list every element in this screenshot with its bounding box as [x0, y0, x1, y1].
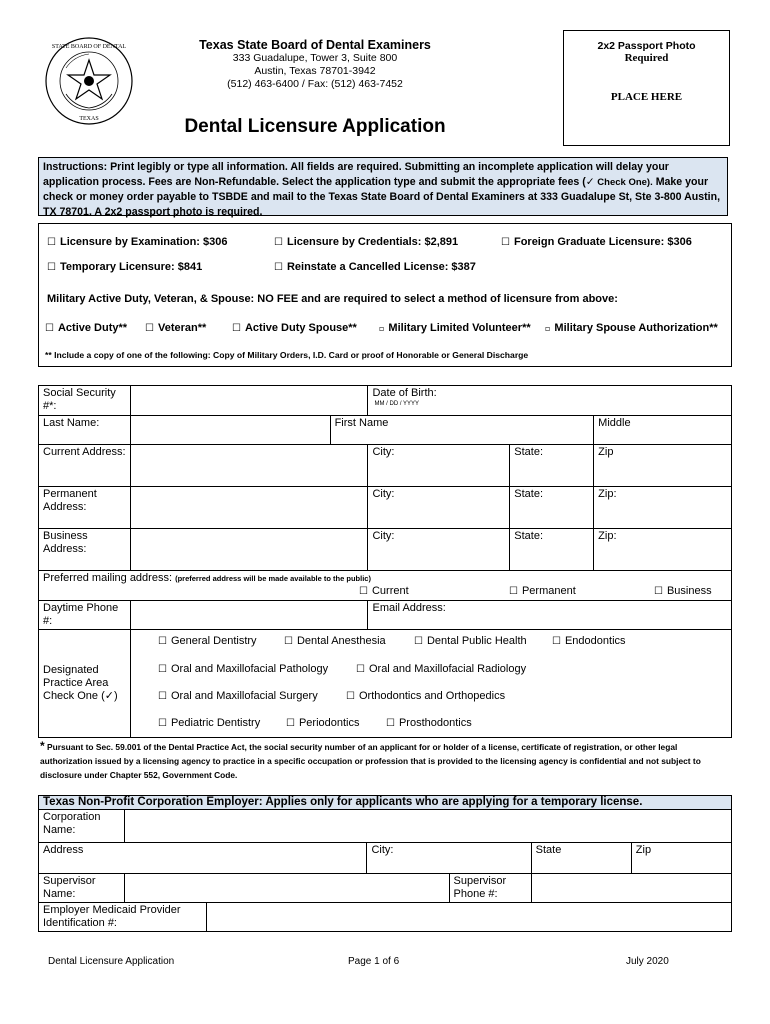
- checkbox-icon[interactable]: ☐: [386, 718, 395, 729]
- preferred-label: Preferred mailing address:: [43, 572, 173, 584]
- checkbox-icon[interactable]: ☐: [158, 664, 167, 675]
- business-state-field[interactable]: [510, 529, 594, 571]
- practice-area-option[interactable]: [284, 635, 386, 647]
- option-spouse-authorization[interactable]: [545, 322, 718, 334]
- state-label: State:: [514, 488, 544, 500]
- supervisor-name-input[interactable]: [125, 874, 449, 903]
- state-seal-logo: [44, 36, 134, 126]
- city-label: City:: [372, 488, 395, 500]
- option-spouse-label: Active Duty Spouse**: [244, 322, 357, 334]
- last-name-label: Last Name:: [39, 416, 131, 445]
- option-credentials-label: Licensure by Credentials: $2,891: [286, 236, 459, 248]
- current-address-label: Current Address:: [39, 445, 131, 487]
- practice-area-option[interactable]: [158, 663, 328, 675]
- medicaid-id-input[interactable]: [207, 903, 732, 932]
- ssn-confidentiality-note: [40, 739, 730, 782]
- dob-hint: MM / DD / YYYY: [374, 401, 420, 407]
- permanent-state-field[interactable]: [510, 487, 594, 529]
- checkbox-icon[interactable]: ☐: [501, 237, 510, 248]
- board-name: Texas State Board of Dental Examiners: [199, 38, 431, 52]
- license-type-section: [38, 223, 732, 367]
- option-temporary[interactable]: [47, 261, 202, 273]
- instructions-text-b: Make your check or money order payable to TSBDE and mail to the Texas State Board of Dental Examiners at 333 Guadalupe St, Ste 3-800 Austin, TX 78701. A 2x2 passport photo is required.: [43, 175, 721, 218]
- practice-area-option[interactable]: [414, 635, 527, 647]
- option-veteran[interactable]: [145, 322, 206, 334]
- email-label: Email Address:: [372, 602, 446, 614]
- photo-place-here: PLACE HERE: [610, 91, 683, 103]
- option-foreign-label: Foreign Graduate Licensure: $306: [513, 236, 692, 248]
- checkbox-icon[interactable]: ☐: [274, 237, 283, 248]
- checkbox-icon[interactable]: ☐: [232, 323, 241, 334]
- city-label: City:: [372, 446, 395, 458]
- practice-area-option[interactable]: [346, 690, 505, 702]
- corporation-name-input[interactable]: [125, 810, 732, 843]
- practice-area-label: Dental Public Health: [426, 635, 527, 647]
- footer-page-number: Page 1 of 6: [348, 956, 400, 967]
- preferred-note: (preferred address will be made available to the public): [175, 574, 371, 583]
- option-reinstate-label: Reinstate a Cancelled License: $387: [286, 261, 476, 273]
- zip-label: Zip: [598, 446, 614, 458]
- medicaid-id-label: Employer Medicaid Provider Identification #:: [39, 903, 207, 932]
- np-state-label: State: [535, 844, 562, 856]
- practice-area-label: Endodontics: [564, 635, 626, 647]
- photo-label-1: 2x2 Passport Photo: [597, 40, 696, 52]
- pref-permanent-label: Permanent: [521, 585, 576, 597]
- business-address-label: Business Address:: [39, 529, 131, 571]
- option-examination-label: Licensure by Examination: $306: [59, 236, 228, 248]
- daytime-phone-input[interactable]: [130, 601, 368, 630]
- checkbox-icon[interactable]: ☐: [274, 262, 283, 273]
- photo-label-2: Required: [624, 52, 669, 64]
- pref-business-option[interactable]: [654, 585, 712, 598]
- current-zip-field[interactable]: [594, 445, 732, 487]
- practice-area-option[interactable]: [552, 635, 626, 647]
- city-label: City:: [372, 530, 395, 542]
- practice-area-label: Pediatric Dentistry: [170, 717, 261, 729]
- address-line-1: 333 Guadalupe, Tower 3, Suite 800: [232, 52, 398, 64]
- option-veteran-label: Veteran**: [157, 322, 207, 334]
- check-mark-icon: ✓: [585, 175, 595, 188]
- np-city-field[interactable]: [367, 843, 531, 874]
- last-name-input[interactable]: [130, 416, 330, 445]
- practice-area-label: Dental Anesthesia: [296, 635, 386, 647]
- middle-label: Middle: [598, 417, 631, 429]
- state-label: State:: [514, 446, 544, 458]
- current-city-field[interactable]: [368, 445, 510, 487]
- np-city-label: City:: [371, 844, 394, 856]
- checkbox-icon[interactable]: ▫: [545, 324, 551, 333]
- address-line-2: Austin, Texas 78701-3942: [254, 65, 376, 77]
- supervisor-phone-label: Supervisor Phone #:: [449, 874, 531, 903]
- permanent-address-label: Permanent Address:: [39, 487, 131, 529]
- preferred-mailing-row: [39, 571, 732, 601]
- instructions-check-one: Check One).: [594, 176, 653, 188]
- checkbox-icon[interactable]: ☐: [145, 323, 154, 334]
- checkbox-icon[interactable]: ▫: [379, 324, 385, 333]
- note-star: *: [40, 739, 45, 753]
- checkbox-icon[interactable]: ☐: [552, 636, 561, 647]
- option-spouse-auth-label: Military Spouse Authorization**: [554, 322, 718, 334]
- ssn-input[interactable]: [130, 386, 368, 416]
- checkbox-icon[interactable]: ☐: [158, 691, 167, 702]
- np-address-field[interactable]: [39, 843, 367, 874]
- zip-label: Zip:: [598, 530, 617, 542]
- practice-area-label: Prosthodontics: [398, 717, 472, 729]
- practice-area-label: Orthodontics and Orthopedics: [358, 690, 506, 702]
- state-label: State:: [514, 530, 544, 542]
- practice-area-label: Oral and Maxillofacial Surgery: [170, 690, 318, 702]
- military-footnote: ** Include a copy of one of the following: Copy of Military Orders, I.D. Card or proof of Honorable or General Discharge: [45, 350, 529, 360]
- practice-area-label: Designated Practice Area Check One (✓): [39, 630, 131, 738]
- svg-text:STATE BOARD OF DENTAL: STATE BOARD OF DENTAL: [51, 44, 127, 50]
- checkbox-icon[interactable]: ☐: [356, 664, 365, 675]
- supervisor-phone-input[interactable]: [531, 874, 731, 903]
- email-field[interactable]: [368, 601, 732, 630]
- option-foreign-graduate[interactable]: [501, 236, 692, 248]
- first-name-field[interactable]: [330, 416, 594, 445]
- practice-area-label: Periodontics: [298, 717, 360, 729]
- pref-current-label: Current: [371, 585, 409, 597]
- checkbox-icon[interactable]: ☐: [47, 262, 56, 273]
- middle-field[interactable]: [594, 416, 732, 445]
- checkbox-icon[interactable]: ☐: [286, 718, 295, 729]
- permanent-city-field[interactable]: [368, 487, 510, 529]
- practice-area-option[interactable]: [158, 635, 257, 647]
- practice-area-label: General Dentistry: [170, 635, 257, 647]
- nonprofit-employer-table: [38, 795, 732, 932]
- option-temporary-label: Temporary Licensure: $841: [59, 261, 203, 273]
- current-state-field[interactable]: [510, 445, 594, 487]
- option-credentials[interactable]: [274, 236, 458, 248]
- option-reinstate[interactable]: [274, 261, 476, 273]
- checkbox-icon[interactable]: ☐: [284, 636, 293, 647]
- np-state-field[interactable]: [531, 843, 631, 874]
- checkbox-icon[interactable]: ☐: [654, 586, 663, 597]
- footer-title: Dental Licensure Application: [48, 956, 175, 967]
- instructions-text-a: Instructions: Print legibly or type all information. All fields are required. Submitting an incomplete application will delay your application process. Fees are Non-Refundable. Select the application type and submit the appropriate fees (: [43, 161, 669, 188]
- ssn-label: Social Security #*:: [39, 386, 131, 416]
- practice-area-option[interactable]: [356, 663, 526, 675]
- pref-business-label: Business: [666, 585, 712, 597]
- practice-area-option[interactable]: [386, 717, 472, 729]
- note-text: Pursuant to Sec. 59.001 of the Dental Practice Act, the social security number of an applicant for or holder of a license, certificate of registration, or other legal authorization issued by a licensing agency to practice in a specific occupation or profession that is provided to the licensing agency is confidential and not subject to disclosure under Chapter 552, Government Code.: [40, 742, 701, 780]
- permanent-address-input[interactable]: [130, 487, 368, 529]
- np-address-label: Address: [43, 844, 84, 856]
- dob-label: Date of Birth:: [372, 387, 437, 399]
- instructions-box: [38, 157, 728, 216]
- permanent-zip-field[interactable]: [594, 487, 732, 529]
- zip-label: Zip:: [598, 488, 617, 500]
- option-active-duty-spouse[interactable]: [232, 322, 357, 334]
- option-active-duty[interactable]: [45, 322, 127, 334]
- np-zip-label: Zip: [635, 844, 652, 856]
- option-active-duty-label: Active Duty**: [57, 322, 128, 334]
- practice-area-label: Oral and Maxillofacial Radiology: [368, 663, 527, 675]
- checkbox-icon[interactable]: ☐: [47, 237, 56, 248]
- page-title: Dental Licensure Application: [184, 116, 446, 137]
- checkbox-icon[interactable]: ☐: [158, 718, 167, 729]
- footer-date: July 2020: [626, 956, 669, 967]
- checkbox-icon[interactable]: ☐: [346, 691, 355, 702]
- practice-area-option[interactable]: [158, 717, 260, 729]
- letterhead: [170, 38, 460, 91]
- practice-area-label: Oral and Maxillofacial Pathology: [170, 663, 329, 675]
- checkbox-icon[interactable]: ☐: [359, 586, 368, 597]
- np-zip-field[interactable]: [631, 843, 731, 874]
- checkbox-icon[interactable]: ☐: [509, 586, 518, 597]
- supervisor-name-label: Supervisor Name:: [39, 874, 125, 903]
- svg-text:TEXAS: TEXAS: [79, 116, 99, 122]
- daytime-phone-label: Daytime Phone #:: [39, 601, 131, 630]
- checkbox-icon[interactable]: ☐: [45, 323, 54, 334]
- military-note: Military Active Duty, Veteran, & Spouse: NO FEE and are required to select a method of licensure from above:: [47, 293, 618, 305]
- phone-fax: (512) 463-6400 / Fax: (512) 463-7452: [227, 78, 403, 90]
- practice-area-option[interactable]: [158, 690, 318, 702]
- option-limited-volunteer[interactable]: [379, 322, 531, 334]
- dob-field[interactable]: [368, 386, 732, 416]
- corporation-name-label: Corporation Name:: [39, 810, 125, 843]
- business-address-input[interactable]: [130, 529, 368, 571]
- current-address-input[interactable]: [130, 445, 368, 487]
- business-city-field[interactable]: [368, 529, 510, 571]
- first-name-label: First Name: [334, 417, 389, 429]
- nonprofit-header: Texas Non-Profit Corporation Employer: Applies only for applicants who are applying for a temporary license.: [39, 796, 732, 810]
- option-examination[interactable]: [47, 236, 227, 248]
- pref-current-option[interactable]: [359, 585, 409, 598]
- personal-info-table: [38, 385, 732, 738]
- checkbox-icon[interactable]: ☐: [158, 636, 167, 647]
- checkbox-icon[interactable]: ☐: [414, 636, 423, 647]
- option-volunteer-label: Military Limited Volunteer**: [388, 322, 531, 334]
- practice-area-option[interactable]: [286, 717, 360, 729]
- passport-photo-box: [563, 30, 730, 146]
- business-zip-field[interactable]: [594, 529, 732, 571]
- pref-permanent-option[interactable]: [509, 585, 576, 598]
